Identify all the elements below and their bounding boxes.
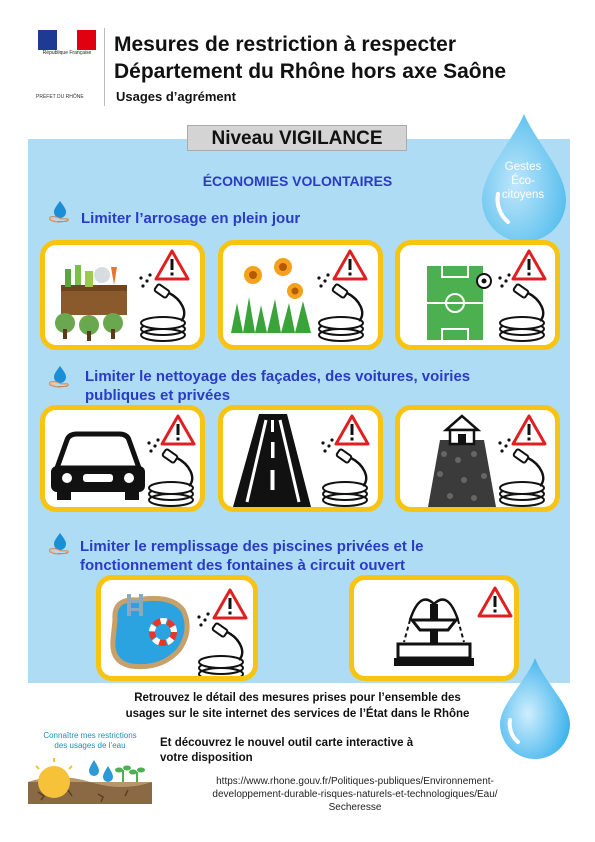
card-flower-bed <box>218 240 383 350</box>
discover-tool-text: Et découvrez le nouvel outil carte interactive à votre disposition <box>160 737 414 764</box>
water-hand-icon <box>47 532 73 556</box>
eco-gestures-label: Gestes Éco- citoyens <box>501 161 545 201</box>
card-vegetable-garden <box>40 240 205 350</box>
page-subtitle: Usages d’agrément <box>116 89 236 104</box>
prefecture-logo <box>22 28 105 106</box>
section-cleaning-title: Limiter le nettoyage des façades, des voitures, voiries publiques et privées <box>85 368 471 404</box>
water-hand-icon <box>47 200 73 224</box>
card-pool <box>96 575 258 681</box>
logo-republic-text: République Française <box>42 50 92 56</box>
vigilance-level-badge: Niveau VIGILANCE <box>187 125 407 151</box>
restriction-tool-logo-text: Connaître mes restrictions des usages de l’eau <box>43 731 137 750</box>
section-pools-title: Limiter le remplissage des piscines privées et le fonctionnement des fontaines à circuit ouvert <box>80 538 424 574</box>
page-title-line2: Département du Rhône hors axe Saône <box>114 60 507 83</box>
water-hand-icon <box>47 365 73 389</box>
card-house-facade <box>395 405 560 512</box>
restriction-tool-logo <box>28 752 152 804</box>
card-fountain <box>349 575 519 681</box>
section-watering-title: Limiter l’arrosage en plein jour <box>81 210 301 227</box>
prefecture-url-link[interactable]: https://www.rhone.gouv.fr/Politiques-publiques/Environnement- developpement-durable-risques-naturels-et-technologiques/Eau/ Secheresse <box>212 776 498 813</box>
logo-prefet-text: PRÉFET DU RHÔNE <box>36 94 84 100</box>
card-sports-field <box>395 240 560 350</box>
card-road <box>218 405 383 512</box>
card-car <box>40 405 205 512</box>
page-title-line1: Mesures de restriction à respecter <box>114 33 456 56</box>
marianne-logo-flag <box>38 30 96 50</box>
section-heading: ÉCONOMIES VOLONTAIRES <box>202 173 393 189</box>
details-text: Retrouvez le détail des mesures prises pour l’ensemble des usages sur le site internet des services de l’État dans le Rhône <box>125 692 470 720</box>
